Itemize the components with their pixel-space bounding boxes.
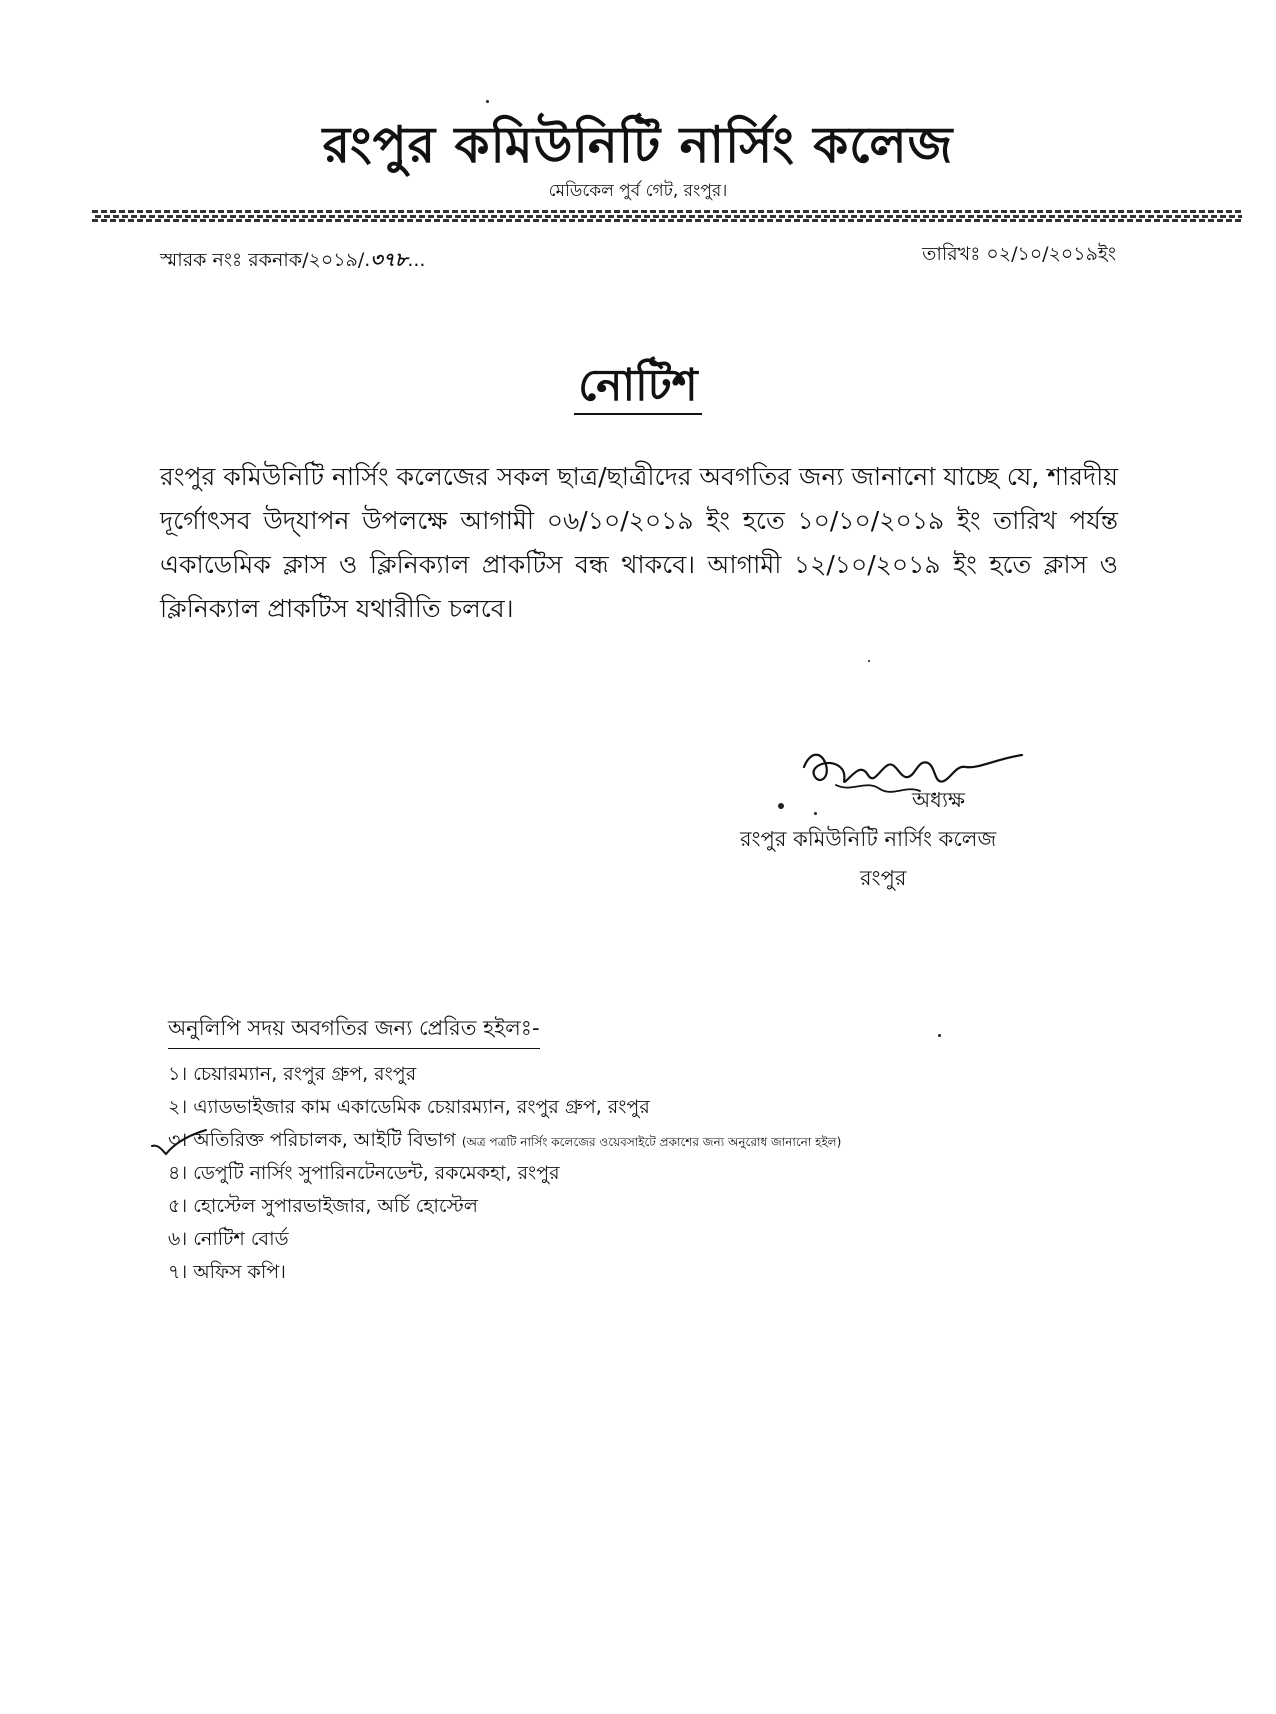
header-divider	[92, 210, 1242, 222]
notice-heading-text: নোটিশ	[574, 360, 701, 415]
notice-heading	[0, 352, 1276, 425]
scan-speck	[868, 660, 870, 662]
copy-recipient-note: (অত্র পত্রটি নার্সিং কলেজের ওয়েবসাইটে প্রকাশের জন্য অনুরোধ জানানো হইল)	[461, 1135, 842, 1149]
copy-recipient: ৬। নোটিশ বোর্ড	[168, 1228, 289, 1250]
memo-prefix: স্মারক নংঃ রকনাক/২০১৯/.	[160, 249, 371, 271]
copy-recipient: ৩। অতিরিক্ত পরিচালক, আইটি বিভাগ (অত্র পত্রটি নার্সিং কলেজের ওয়েবসাইটে প্রকাশের জন্য অনুরোধ জানানো হইল)	[168, 1129, 842, 1151]
scan-speck	[814, 812, 817, 815]
copies-list	[168, 1058, 841, 1289]
copies-heading: অনুলিপি সদয় অবগতির জন্য প্রেরিত হইলঃ-	[168, 1012, 540, 1049]
signatory-place: রংপুর	[860, 866, 907, 890]
scan-speck	[938, 1034, 941, 1037]
principal-signature	[796, 745, 1026, 815]
copy-recipient: ২। এ্যাডভাইজার কাম একাডেমিক চেয়ারম্যান, রংপুর গ্রুপ, রংপুর	[168, 1096, 650, 1118]
signatory-college: রংপুর কমিউনিটি নার্সিং কলেজ	[740, 827, 997, 851]
signatory-title: অধ্যক্ষ	[912, 788, 966, 812]
notice-date: তারিখঃ ০২/১০/২০১৯ইং	[922, 243, 1116, 265]
copy-recipient: ১। চেয়ারম্যান, রংপুর গ্রুপ, রংপুর	[168, 1063, 417, 1085]
scan-speck	[778, 803, 784, 809]
copy-recipient: ৫। হোস্টেল সুপারভাইজার, অর্চি হোস্টেল	[168, 1195, 478, 1217]
memo-number: ৩৭৮	[370, 249, 408, 271]
college-name-heading: রংপুর কমিউনিটি নার্সিং কলেজ	[322, 116, 954, 174]
memo-suffix: ...	[407, 249, 426, 271]
handwritten-tick-mark	[150, 1128, 210, 1158]
copy-recipient: ৪। ডেপুটি নার্সিং সুপারিনটেনডেন্ট, রকমেকহা, রংপুর	[168, 1162, 560, 1184]
copy-recipient: ৭। অফিস কপি।	[168, 1261, 286, 1283]
memo-reference	[160, 246, 425, 278]
notice-body: রংপুর কমিউনিটি নার্সিং কলেজের সকল ছাত্র/ছাত্রীদের অবগতির জন্য জানানো যাচ্ছে যে, শারদীয় দূর্গোৎসব উদ্‌যাপন উপলক্ষে আগামী ০৬/১০/২০১৯ ইং হতে ১০/১০/২০১৯ ইং তারিখ পর্যন্ত একাডেমিক ক্লাস ও ক্লিনিক্যাল প্রাকটিস বন্ধ থাকবে। আগামী ১২/১০/২০১৯ ইং হতে ক্লাস ও ক্লিনিক্যাল প্রাকটিস যথারীতি চলবে।	[160, 462, 1118, 623]
scan-speck	[486, 100, 489, 103]
college-address: মেডিকেল পুর্ব গেট, রংপুর।	[548, 181, 728, 201]
